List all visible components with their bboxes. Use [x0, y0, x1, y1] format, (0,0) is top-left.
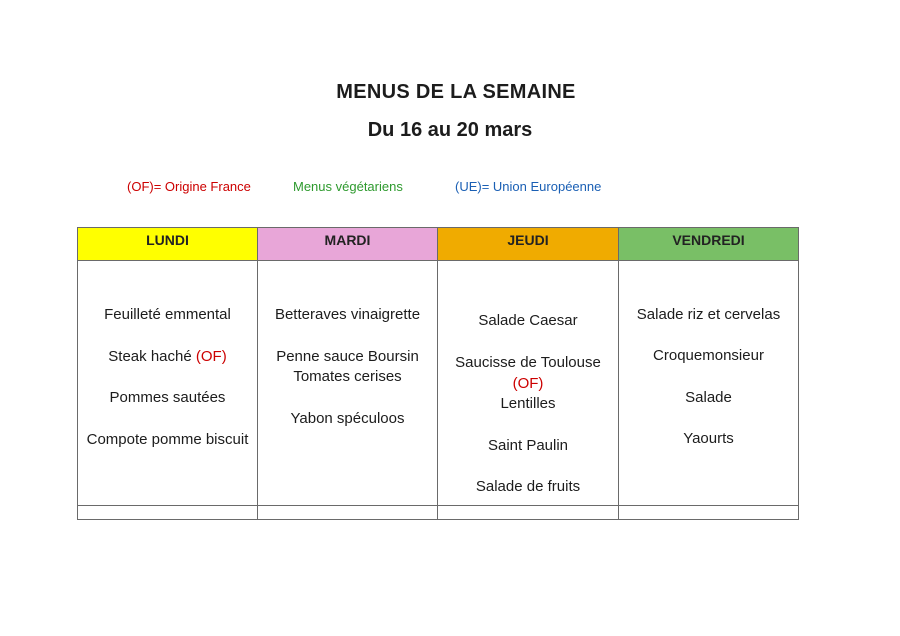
- header-jeudi: JEUDI: [438, 228, 618, 261]
- column-vendredi: [618, 228, 798, 519]
- header-mardi: MARDI: [258, 228, 437, 261]
- menu-item: Betteraves vinaigrette: [274, 306, 421, 323]
- header-lundi: LUNDI: [78, 228, 257, 261]
- menu-item: Salade riz et cervelas: [636, 306, 781, 323]
- menu-item: Salade Caesar: [478, 312, 578, 329]
- date-range-subtitle: Du 16 au 20 mars: [367, 119, 533, 141]
- menu-cell-mardi: [258, 261, 437, 506]
- menu-item: Salade de fruits: [475, 478, 581, 495]
- menu-item: Yabon spéculoos: [290, 410, 405, 427]
- menu-item: Yaourts: [683, 430, 734, 447]
- menu-item: Salade: [685, 389, 732, 406]
- column-jeudi: [437, 228, 618, 519]
- menu-item: Saint Paulin: [487, 437, 569, 454]
- menu-item: Lentilles: [500, 395, 556, 412]
- menu-item: Feuilleté emmental: [104, 306, 231, 323]
- menu-item: Penne sauce Boursin: [276, 348, 419, 365]
- menu-item-text: Steak haché: [108, 348, 192, 365]
- menu-item: Tomates cerises: [293, 368, 402, 385]
- column-mardi: [257, 228, 437, 519]
- menu-cell-vendredi: [619, 261, 798, 506]
- origin-tag: (OF): [195, 348, 227, 365]
- header-vendredi: VENDREDI: [619, 228, 798, 261]
- menu-cell-jeudi: [438, 261, 618, 506]
- menu-item: Saucisse de Toulouse: [455, 354, 601, 371]
- origin-tag: (OF): [512, 375, 544, 392]
- column-lundi: [78, 228, 257, 519]
- menu-table: [77, 227, 799, 520]
- menu-cell-lundi: [78, 261, 257, 506]
- menu-item: [78, 347, 257, 367]
- menu-item: Compote pomme biscuit: [86, 431, 249, 448]
- legend-vegetarien: Menus végétariens: [293, 179, 403, 194]
- legend-origine-france: (OF)= Origine France: [127, 179, 251, 194]
- page-title: MENUS DE LA SEMAINE: [336, 81, 576, 103]
- legend-union-europeenne: (UE)= Union Européenne: [455, 179, 602, 194]
- menu-item: Croquemonsieur: [653, 347, 764, 364]
- menu-item: Pommes sautées: [109, 389, 226, 406]
